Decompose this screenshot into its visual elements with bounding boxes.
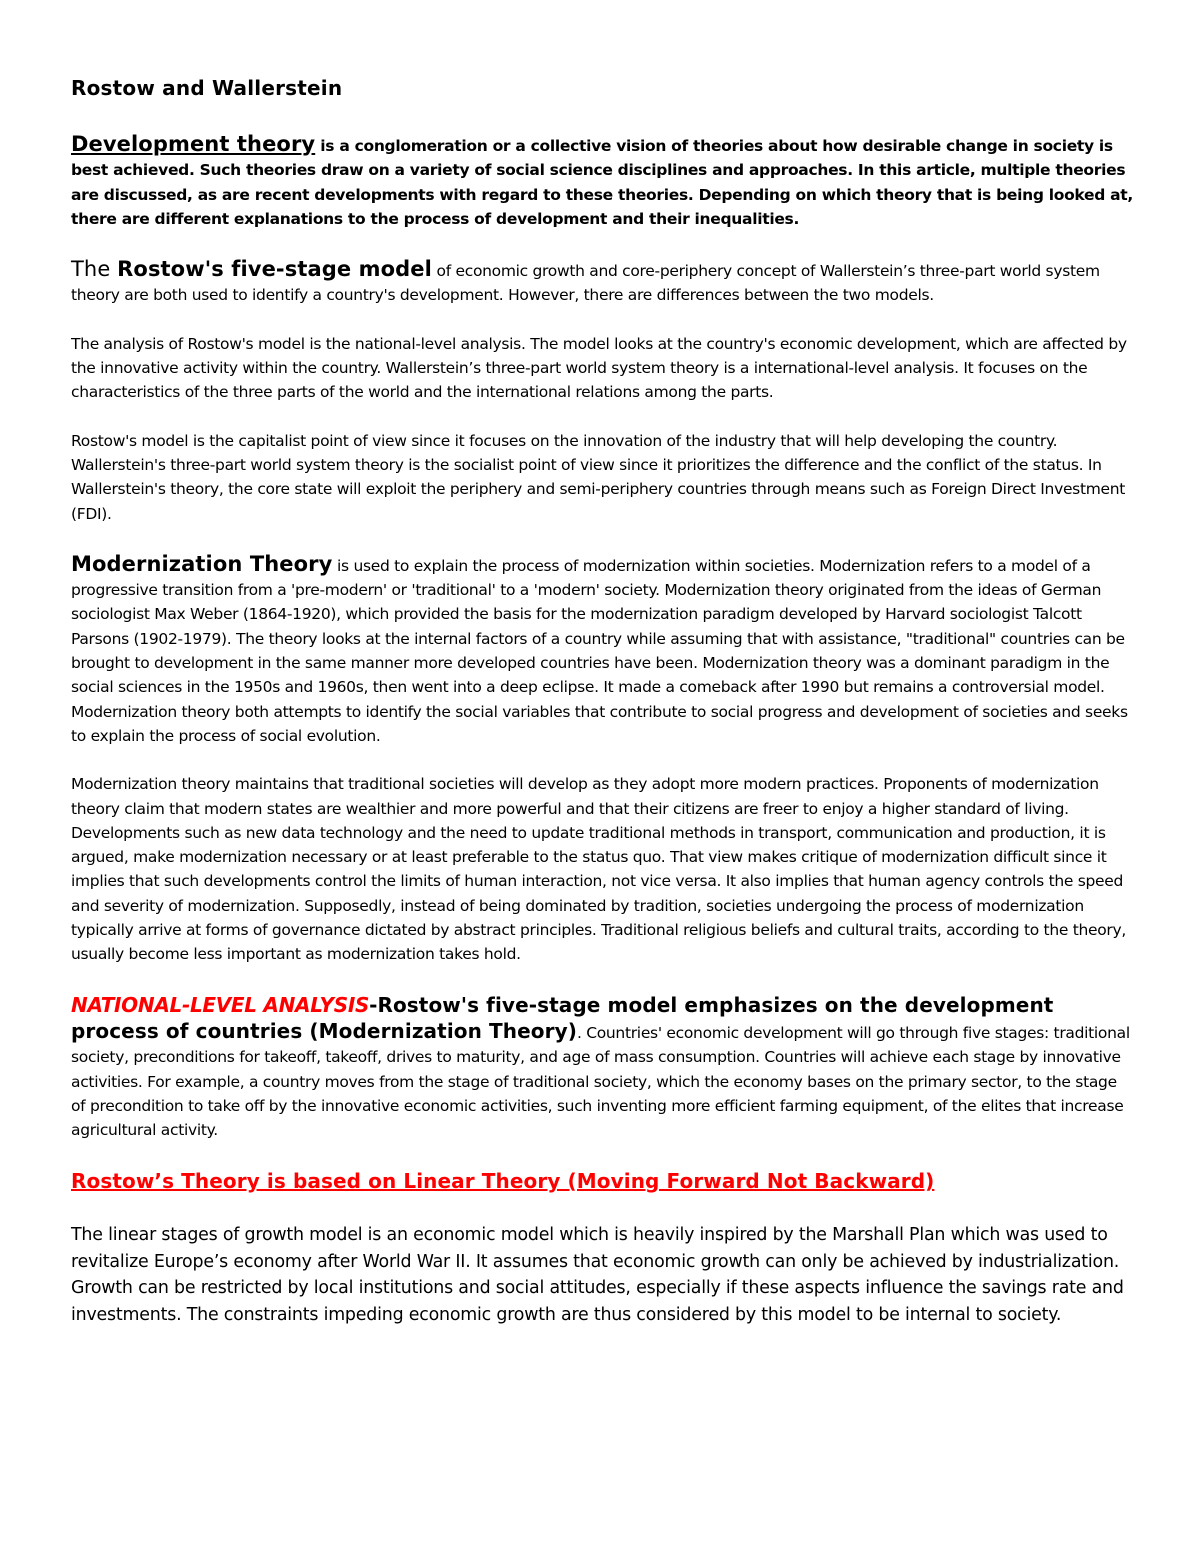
national-level-text: . Countries' economic development will go through five stages: traditional society, preconditions for takeoff, takeoff, drives to maturity, and age of mass consumption. Countries will achieve each stage by innovative activities. For example, a country moves from the stage of traditional society, which the economy bases on the primary sector, to the stage of precondition to take off by the innovative economic activities, such inventing more efficient farming equipment, of the elites that increase agricultural activity. — [71, 1023, 1130, 1140]
document-title: Rostow and Wallerstein — [71, 76, 343, 100]
modernization-text: is used to explain the process of modernization within societies. Modernization refers to a model of a progressive transition from a 'pre-modern' or 'traditional' to a 'modern' society. Modernization theory originated from the ideas of German sociologist Max Weber (1864-1920), which provided the basis for the modernization paradigm developed by Harvard sociologist Talcott Parsons (1902-1979). The theory looks at the internal factors of a country while assuming that with assistance, "traditional" countries can be brought to development in the same manner more developed countries have been. Modernization theory was a dominant paradigm in the social sciences in the 1950s and 1960s, then went into a deep eclipse. It made a comeback after 1990 but remains a controversial model. — [71, 556, 1125, 697]
intro-text: is a conglomeration or a collective vision of theories about how desirable change in society is best achieved. Such theories draw on a variety of social science disciplines and approaches. In this article, multiple theories are discussed, as are recent developments with regard to these theories. Depending on which theory that is being looked at, there are different explanations to the process of development and their inequalities. — [71, 137, 1133, 228]
modernization-continuation: Modernization theory both attempts to identify the social variables that contribute to social progress and development of societies and seeks to explain the process of social evolution. — [71, 702, 1128, 745]
linear-stages-paragraph: The linear stages of growth model is an economic model which is heavily inspired by the Marshall Plan which was used to revitalize Europe’s economy after World War II. It assumes that economic growth can only be achieved by industrialization. Growth can be restricted by local institutions and social attitudes, especially if these aspects influence the savings rate and investments. The constraints impeding economic growth are thus considered by this model to be internal to society. — [71, 1225, 1124, 1325]
linear-theory-heading: Rostow’s Theory is based on Linear Theory (Moving Forward Not Backward) — [71, 1169, 935, 1194]
development-theory-term: Development theory — [71, 132, 316, 156]
rostow-model-term: Rostow's five-stage model — [117, 257, 432, 282]
national-level-label: NATIONAL-LEVEL ANALYSIS — [71, 992, 370, 1017]
document-page — [71, 74, 1133, 1328]
national-level-paragraph — [71, 993, 1133, 1143]
rostow-prefix: The — [71, 257, 118, 282]
modernization-term: Modernization Theory — [71, 551, 333, 576]
viewpoint-paragraph: Rostow's model is the capitalist point of view since it focuses on the innovation of the industry that will help developing the country. Wallerstein's three-part world system theory is the socialist point of view since it prioritizes the difference and the conflict of the status. In Wallerstein's theory, the core state will exploit the periphery and semi-periphery countries through means such as Foreign Direct Investment (FDI). — [71, 431, 1126, 523]
modernization-practices-paragraph: Modernization theory maintains that traditional societies will develop as they adopt more modern practices. Proponents of modernization theory claim that modern states are wealthier and more powerful and that their citizens are freer to enjoy a higher standard of living. Developments such as new data technology and the need to update traditional methods in transport, communication and production, it is argued, make modernization necessary or at least preferable to the status quo. That view makes critique of modernization difficult since it implies that such developments control the limits of human interaction, not vice versa. It also implies that human agency controls the speed and severity of modernization. Supposedly, instead of being dominated by tradition, societies undergoing the process of modernization typically arrive at forms of governance dictated by abstract principles. Traditional religious beliefs and cultural traits, according to the theory, usually become less important as modernization takes hold. — [71, 775, 1127, 964]
rostow-model-text: of economic growth and core-periphery concept of Wallerstein’s three-part world system theory are both used to identify a country's development. However, there are differences between the two models. — [71, 262, 1100, 305]
rostow-model-paragraph — [71, 257, 1133, 308]
analysis-paragraph: The analysis of Rostow's model is the national-level analysis. The model looks at the country's economic development, which are affected by the innovative activity within the country. Wallerstein’s three-part world system theory is a international-level analysis. It focuses on the characteristics of the three parts of the world and the international relations among the parts. — [71, 334, 1127, 402]
intro-paragraph — [71, 132, 1133, 231]
national-level-heading: -Rostow's five-stage model emphasizes on the development process of countries (Modernization Theory) — [71, 992, 1054, 1043]
modernization-paragraph — [71, 552, 1133, 700]
